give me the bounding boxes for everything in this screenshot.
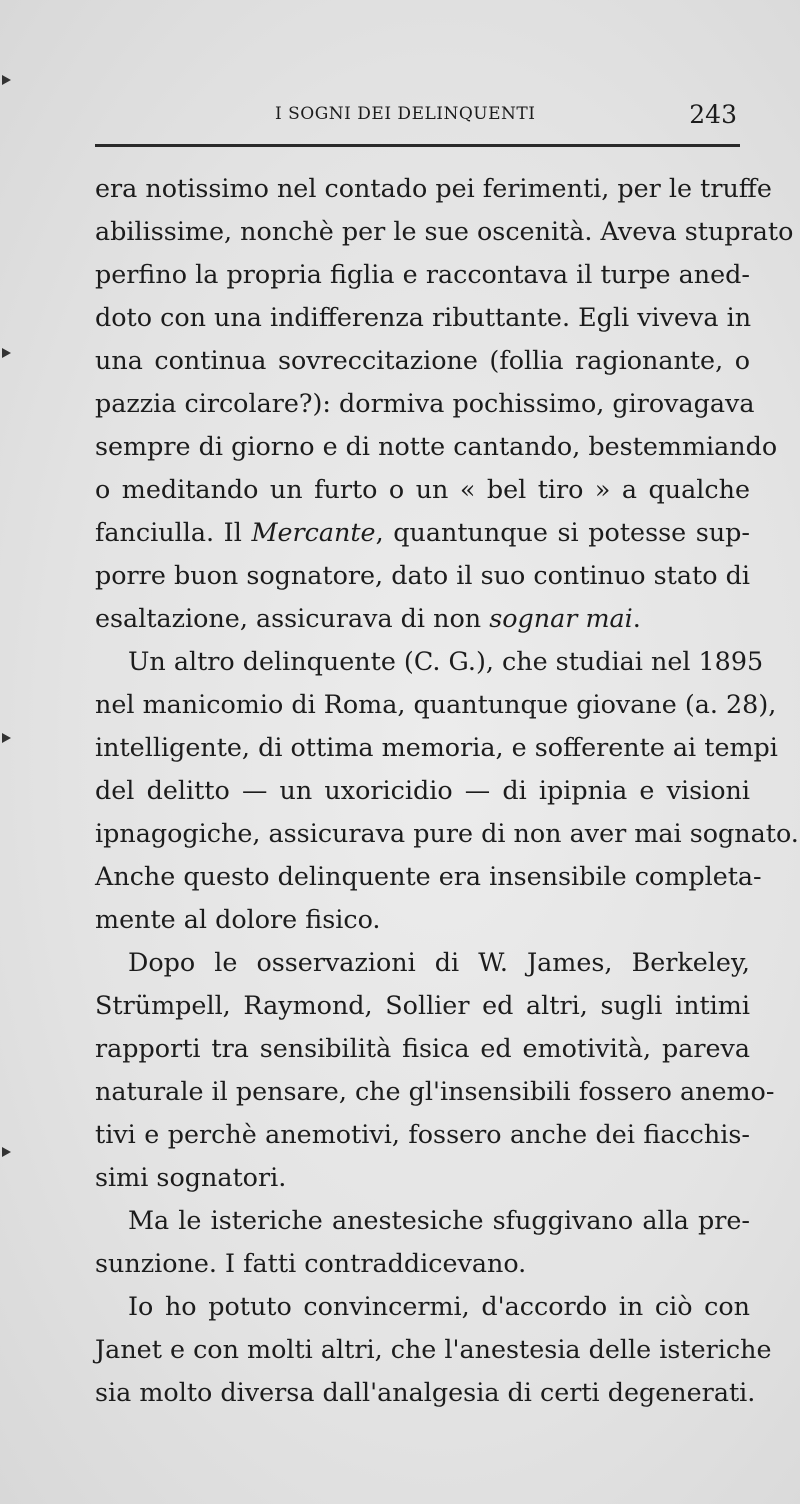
running-head [95, 102, 745, 132]
margin-mark-icon [2, 75, 11, 85]
text-line: naturale il pensare, che gl'insensibili fossero anemo- [95, 1076, 775, 1106]
text-segment: , quantunque si potesse sup- [375, 517, 751, 547]
text-line: simi sognatori. [95, 1162, 287, 1192]
text-line: porre buon sognatore, dato il suo continuo stato di [95, 560, 750, 590]
italic-title: Mercante [251, 517, 376, 547]
text-line: sia molto diversa dall'analgesia di certi degenerati. [95, 1377, 756, 1407]
text-line: mente al dolore fisico. [95, 904, 381, 934]
text-line: Io ho potuto convincermi, d'accordo in ciò con [128, 1291, 750, 1321]
text-line: abilissime, nonchè per le sue oscenità. Aveva stuprato [95, 216, 794, 246]
text-line: o meditando un furto o un « bel tiro » a qualche [95, 474, 750, 504]
text-line: Strümpell, Raymond, Sollier ed altri, sugli intimi [95, 990, 750, 1020]
text-line [95, 511, 750, 554]
text-line: una continua sovreccitazione (follia ragionante, o [95, 345, 750, 375]
text-segment: . [632, 603, 641, 633]
running-title: I SOGNI DEI DELINQUENTI [275, 104, 536, 124]
text-segment: fanciulla. Il [95, 517, 252, 547]
text-line: sempre di giorno e di notte cantando, bestemmiando [95, 431, 778, 461]
text-line: nel manicomio di Roma, quantunque giovane (a. 28), [95, 689, 777, 719]
text-line: Un altro delinquente (C. G.), che studiai nel 1895 [128, 646, 764, 676]
margin-mark-icon [2, 348, 11, 358]
page-number: 243 [689, 100, 737, 129]
header-rule [95, 144, 740, 147]
text-segment: esaltazione, assicurava di non [95, 603, 490, 633]
text-line: ipnagogiche, assicurava pure di non aver mai sognato. [95, 818, 799, 848]
text-line: Janet e con molti altri, che l'anestesia delle isteriche [95, 1334, 772, 1364]
margin-mark-icon [2, 1147, 11, 1157]
text-line: del delitto — un uxoricidio — di ipipnia e visioni [95, 775, 750, 805]
text-line: doto con una indifferenza ributtante. Egli viveva in [95, 302, 752, 332]
margin-mark-icon [2, 733, 11, 743]
text-line: Dopo le osservazioni di W. James, Berkeley, [128, 947, 750, 977]
text-line: rapporti tra sensibilità fisica ed emotività, pareva [95, 1033, 750, 1063]
body-text [95, 167, 799, 1414]
text-line: Anche questo delinquente era insensibile completa- [95, 861, 762, 891]
text-line: intelligente, di ottima memoria, e sofferente ai tempi [95, 732, 778, 762]
text-line: era notissimo nel contado pei ferimenti, per le truffe [95, 173, 772, 203]
text-line: sunzione. I fatti contraddicevano. [95, 1248, 527, 1278]
text-line: pazzia circolare?): dormiva pochissimo, girovagava [95, 388, 755, 418]
text-line: perfino la propria figlia e raccontava il turpe aned- [95, 259, 750, 289]
text-line: Ma le isteriche anestesiche sfuggivano alla pre- [128, 1205, 750, 1235]
text-line: tivi e perchè anemotivi, fossero anche dei fiacchis- [95, 1119, 750, 1149]
italic-phrase: sognar mai [489, 603, 633, 633]
text-line [95, 597, 750, 640]
